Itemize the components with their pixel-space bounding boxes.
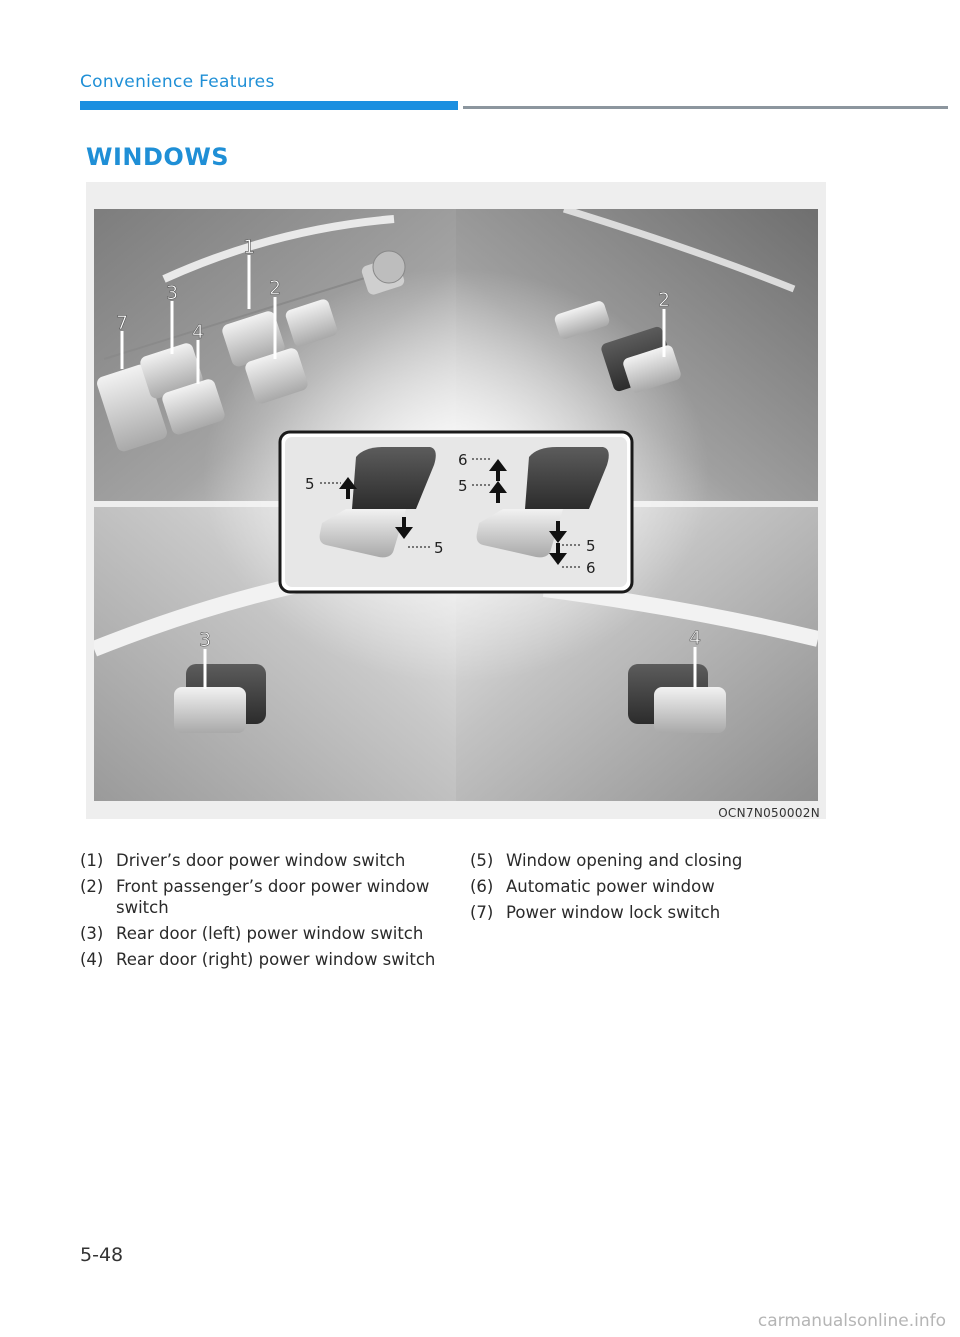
window-switch-illustration <box>94 209 818 801</box>
callout-4: 4 <box>191 321 205 343</box>
header-rule-blue <box>80 101 458 110</box>
section-title: WINDOWS <box>86 143 230 171</box>
legend-text: Driver’s door power window switch <box>116 851 406 870</box>
legend-text: Power window lock switch <box>506 903 721 922</box>
inset-label-6-right-down: 6 <box>586 559 596 577</box>
callout-4-rear-right: 4 <box>688 627 702 649</box>
legend-text: Rear door (left) power window switch <box>116 924 424 943</box>
callout-3-rear-left: 3 <box>198 629 212 651</box>
inset-label-5-right-up: 5 <box>458 477 468 495</box>
header-rule-gray <box>463 106 948 109</box>
inset-label-5-left-down: 5 <box>434 539 444 557</box>
legend-item <box>80 850 440 871</box>
callout-7: 7 <box>115 312 129 334</box>
callout-2: 2 <box>268 277 282 299</box>
legend-text: Rear door (right) power window switch <box>116 950 436 969</box>
legend-text: Front passenger’s door power window switch <box>116 877 430 917</box>
callout-2-passenger: 2 <box>657 289 671 311</box>
figure-code: OCN7N050002N <box>718 806 820 820</box>
legend-num: (1) <box>80 851 104 870</box>
legend-item <box>470 902 830 923</box>
legend-item <box>80 876 440 918</box>
inset-label-6-right-up: 6 <box>458 451 468 469</box>
legend-num: (5) <box>470 851 494 870</box>
window-switch-figure <box>86 182 826 819</box>
legend-num: (6) <box>470 877 494 896</box>
inset-detail <box>280 432 632 592</box>
legend-num: (7) <box>470 903 494 922</box>
header-section-title: Convenience Features <box>80 72 275 92</box>
legend-num: (4) <box>80 950 104 969</box>
callout-1: 1 <box>242 236 256 258</box>
inset-label-5-left-up: 5 <box>305 475 315 493</box>
legend-text: Window opening and closing <box>506 851 743 870</box>
legend-right <box>470 850 830 928</box>
legend-item <box>470 876 830 897</box>
legend-num: (2) <box>80 877 104 896</box>
legend-item <box>80 949 440 970</box>
legend-item <box>80 923 440 944</box>
watermark: carmanualsonline.info <box>757 1311 946 1331</box>
legend-item <box>470 850 830 871</box>
legend-text: Automatic power window <box>506 877 715 896</box>
legend-num: (3) <box>80 924 104 943</box>
callout-3: 3 <box>165 282 179 304</box>
legend-left <box>80 850 440 975</box>
inset-label-5-right-down: 5 <box>586 537 596 555</box>
page-number: 5-48 <box>80 1244 124 1266</box>
